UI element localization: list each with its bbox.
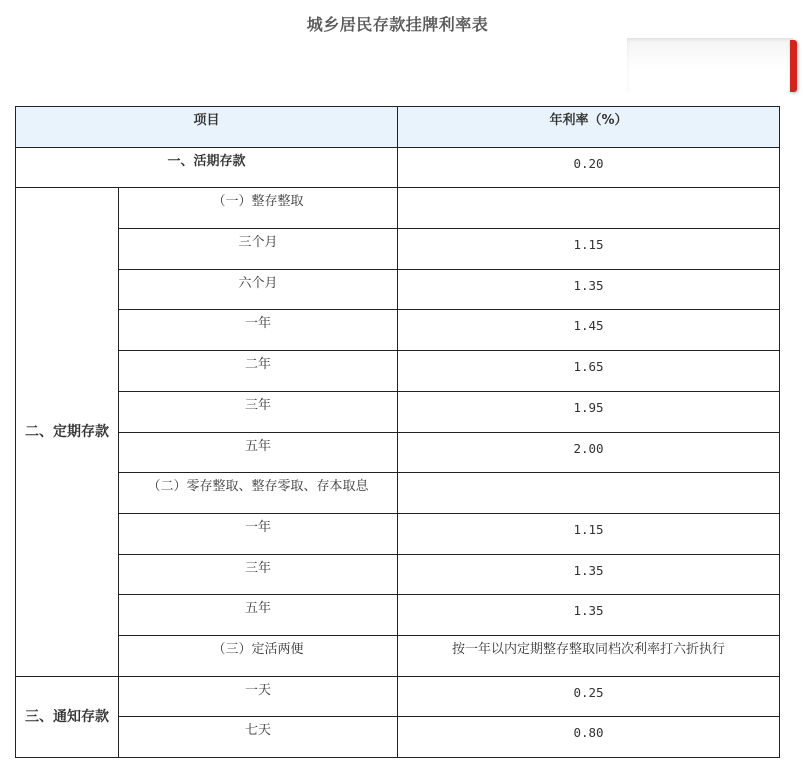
table-row bbox=[16, 432, 780, 473]
lump-sum-label: （一）整存整取 bbox=[119, 188, 398, 229]
rate-cell: 1.35 bbox=[398, 269, 780, 310]
term-cell: 七天 bbox=[119, 717, 398, 758]
rate-cell: 1.15 bbox=[398, 229, 780, 270]
table-row bbox=[16, 554, 780, 595]
table-row bbox=[16, 229, 780, 270]
term-cell: 五年 bbox=[119, 595, 398, 636]
red-tab-marker bbox=[790, 40, 797, 92]
table-row bbox=[16, 310, 780, 351]
table-row bbox=[16, 717, 780, 758]
table-header-row bbox=[16, 107, 780, 148]
page-title: 城乡居民存款挂牌利率表 bbox=[306, 15, 489, 34]
term-cell: 三年 bbox=[119, 391, 398, 432]
rate-cell: 1.95 bbox=[398, 391, 780, 432]
table-row-demand bbox=[16, 147, 780, 188]
term-cell: 一年 bbox=[119, 513, 398, 554]
notice-deposit-group-label: 三、通知存款 bbox=[16, 676, 119, 757]
flexible-label: （三）定活两便 bbox=[119, 635, 398, 676]
demand-deposit-rate: 0.20 bbox=[398, 147, 780, 188]
table-row bbox=[16, 391, 780, 432]
flexible-rate-note: 按一年以内定期整存整取同档次利率打六折执行 bbox=[398, 635, 780, 676]
demand-deposit-label: 一、活期存款 bbox=[16, 147, 398, 188]
installment-label: （二）零存整取、整存零取、存本取息 bbox=[119, 473, 398, 514]
lump-sum-rate bbox=[398, 188, 780, 229]
table-row bbox=[16, 513, 780, 554]
rate-cell: 2.00 bbox=[398, 432, 780, 473]
table-row bbox=[16, 351, 780, 392]
table-row bbox=[16, 188, 780, 229]
installment-rate bbox=[398, 473, 780, 514]
decorative-panel bbox=[627, 38, 793, 92]
rate-cell: 1.35 bbox=[398, 595, 780, 636]
table-row bbox=[16, 269, 780, 310]
table-row bbox=[16, 676, 780, 717]
rate-cell: 1.35 bbox=[398, 554, 780, 595]
rate-cell: 0.25 bbox=[398, 676, 780, 717]
rate-cell: 1.65 bbox=[398, 351, 780, 392]
term-cell: 五年 bbox=[119, 432, 398, 473]
term-cell: 一年 bbox=[119, 310, 398, 351]
time-deposit-group-label: 二、定期存款 bbox=[16, 188, 119, 676]
term-cell: 二年 bbox=[119, 351, 398, 392]
table-row bbox=[16, 595, 780, 636]
rate-table bbox=[15, 106, 780, 758]
rate-cell: 0.80 bbox=[398, 717, 780, 758]
term-cell: 三个月 bbox=[119, 229, 398, 270]
term-cell: 一天 bbox=[119, 676, 398, 717]
rate-cell: 1.45 bbox=[398, 310, 780, 351]
header-item: 项目 bbox=[16, 107, 398, 148]
table-row bbox=[16, 635, 780, 676]
rate-cell: 1.15 bbox=[398, 513, 780, 554]
term-cell: 三年 bbox=[119, 554, 398, 595]
table-row bbox=[16, 473, 780, 514]
term-cell: 六个月 bbox=[119, 269, 398, 310]
header-rate: 年利率（%） bbox=[398, 107, 780, 148]
